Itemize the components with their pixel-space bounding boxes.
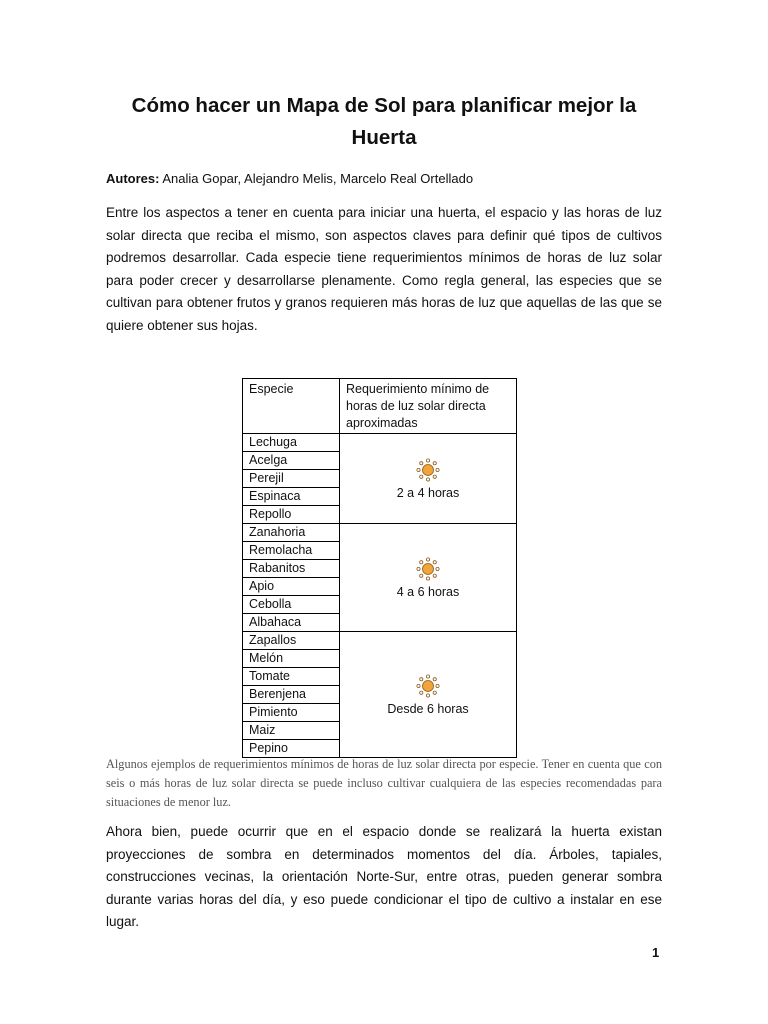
table-caption: Algunos ejemplos de requerimientos mínimos de horas de luz solar directa por especie. Tener en cuenta que con seis o más horas de luz solar directa se puede incluso cultivar cualquiera de las especies recomendadas para situaciones de menor luz. [106,757,662,809]
table-header-row [243,379,517,434]
sun-requirements-table [242,378,517,758]
species-cell: Berenjena [243,686,340,704]
species-cell: Espinaca [243,488,340,506]
table-row [243,434,517,452]
species-cell: Tomate [243,668,340,686]
species-cell: Cebolla [243,596,340,614]
document-title: Cómo hacer un Mapa de Sol para planificar mejor la Huerta [131,94,637,149]
species-cell: Albahaca [243,614,340,632]
sun-icon [416,557,440,581]
species-cell: Acelga [243,452,340,470]
sun-icon [416,458,440,482]
species-cell: Pepino [243,740,340,758]
authors-names: Analia Gopar, Alejandro Melis, Marcelo Real Ortellado [159,171,474,186]
intro-paragraph: Entre los aspectos a tener en cuenta para iniciar una huerta, el espacio y las horas de luz solar directa que reciba el mismo, son aspectos claves para definir qué tipos de cultivos podremos desarrollar. Cada especie tiene requerimientos mínimos de horas de luz solar para poder crecer y desarrollarse plenamente. Como regla general, las especies que se cultivan para obtener frutos y granos requieren más horas de luz que aquellas de las que se quiere obtener sus hojas. [106,205,662,333]
species-cell: Zapallos [243,632,340,650]
species-cell: Lechuga [243,434,340,452]
species-cell: Remolacha [243,542,340,560]
authors-line [106,170,666,188]
hours-cell [340,524,517,632]
species-cell: Repollo [243,506,340,524]
species-cell: Maiz [243,722,340,740]
table-row [243,632,517,650]
header-requirement: Requerimiento mínimo de horas de luz solar directa aproximadas [340,379,517,434]
hours-label: 4 a 6 horas [396,584,460,599]
hours-cell [340,434,517,524]
table-row [243,524,517,542]
authors-label: Autores: [106,171,160,186]
species-cell: Zanahoria [243,524,340,542]
header-species: Especie [243,379,340,434]
hours-label: 2 a 4 horas [396,485,460,500]
species-cell: Perejil [243,470,340,488]
species-cell: Apio [243,578,340,596]
sun-icon [416,674,440,698]
species-cell: Pimiento [243,704,340,722]
species-cell: Melón [243,650,340,668]
hours-label: Desde 6 horas [387,701,469,716]
second-paragraph: Ahora bien, puede ocurrir que en el espacio donde se realizará la huerta existan proyecciones de sombra en determinados momentos del día. Árboles, tapiales, construcciones vecinas, la orientación Norte-Sur, entre otras, pueden generar sombra durante varias horas del día, y eso puede condicionar el tipo de cultivo a instalar en ese lugar. [106,824,662,930]
page-number: 1 [652,945,660,960]
hours-cell [340,632,517,758]
species-cell: Rabanitos [243,560,340,578]
